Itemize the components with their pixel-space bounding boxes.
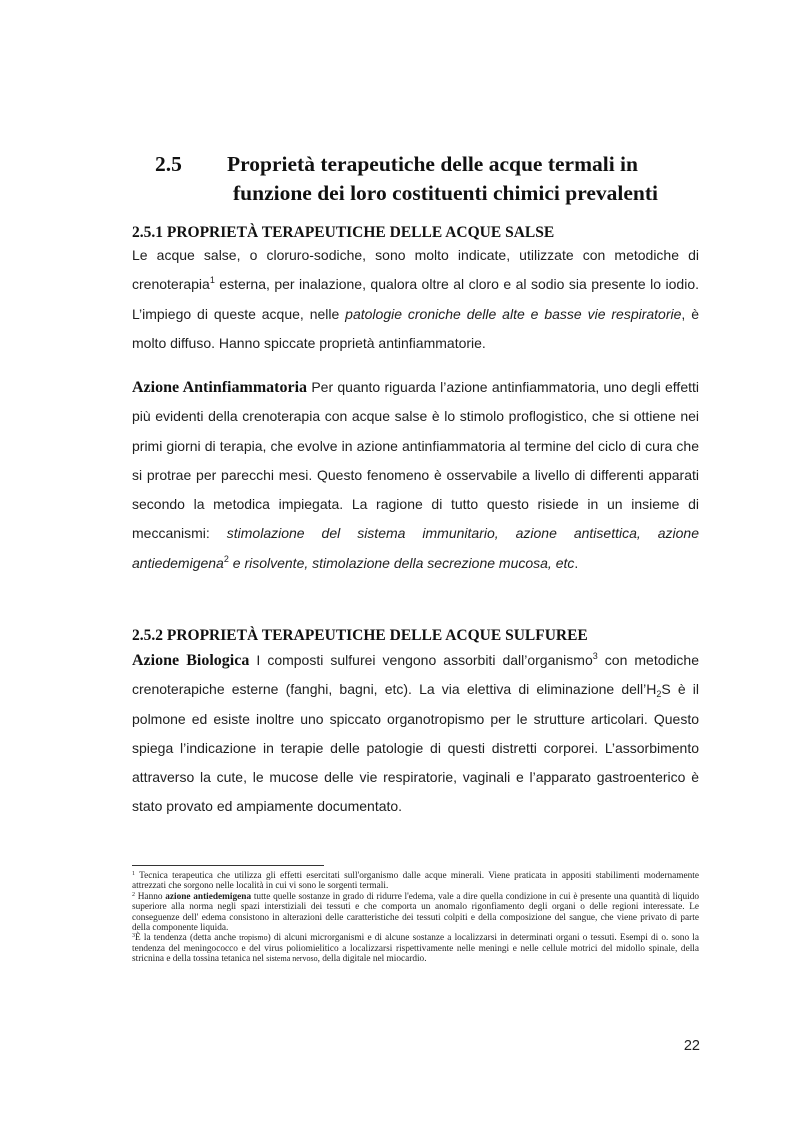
footnote-text: Tecnica terapeutica che utilizza gli effetti esercitati sull'organismo dalle acque minerali. Viene praticata in appositi stabilimenti modernamente attrezzati che sorgono nelle località in cui vi sono le sorgenti termali. <box>132 871 699 892</box>
footnote-small-term: sistema nervoso <box>266 954 318 964</box>
section-title-line1: Proprietà terapeutiche delle acque termali in <box>227 152 638 176</box>
paragraph-lead: Azione Biologica <box>132 652 250 669</box>
section-title-line2: funzione dei loro costituenti chimici prevalenti <box>233 181 658 205</box>
footnote-text: , della digitale nel miocardio. <box>317 954 427 965</box>
footnote-separator <box>132 865 324 866</box>
footnote-text: Hanno <box>135 891 166 902</box>
footnote-text: È la tendenza (detta anche <box>135 933 240 944</box>
section-title <box>227 150 707 208</box>
text: Le acque salse, o cloruro-sodiche, sono molto indicate, utilizzate con metodiche di crenoterapia <box>132 247 699 293</box>
text: , è molto diffuso. Hanno spiccate proprietà antinfiammatorie. <box>132 305 699 351</box>
italic-text: stimolazione del sistema immunitario, azione antisettica, azione antiedemigena <box>132 525 699 571</box>
footnote-ref-2[interactable]: 2 <box>223 553 229 564</box>
section-number: 2.5 <box>155 152 182 176</box>
paragraph-azione-biologica <box>132 646 699 822</box>
text: con metodiche crenoterapiche esterne (fanghi, bagni, etc). La via elettiva di eliminazione dell’H <box>132 652 699 698</box>
subscript: 2 <box>656 689 662 700</box>
text: esterna, per inalazione, qualora oltre al cloro e al sodio sia presente lo iodio. L’impiego di queste acque, nelle <box>132 276 699 322</box>
page-number: 22 <box>683 1038 700 1054</box>
italic-text: patologie croniche delle alte e basse vie respiratorie <box>345 305 682 322</box>
text: S è il polmone ed esiste inoltre uno spiccato organotropismo per le strutture articolari. Questo spiega l’indicazione in terapie delle patologie di questi distretti corporei. L’assorbimento attraverso la cute, le mucose delle vie respiratorie, vaginali e l’apparato gastroenterico è stato provato ed ampiamente documentato. <box>132 681 700 815</box>
italic-text: e risolvente, stimolazione della secrezione mucosa, etc <box>228 554 575 571</box>
footnote-number: 1 <box>132 871 135 877</box>
paragraph-lead: Azione Antinfiammatoria <box>132 379 308 396</box>
footnote-2 <box>132 892 699 934</box>
text: I composti sulfurei vengono assorbiti dall’organismo <box>249 652 593 668</box>
footnotes <box>132 871 699 965</box>
footnote-ref-3[interactable]: 3 <box>592 651 598 661</box>
footnote-number: 2 <box>132 891 135 898</box>
paragraph-azione-antinfiammatoria <box>132 373 699 578</box>
footnote-1 <box>132 871 699 892</box>
subsection-heading-salse: 2.5.1 PROPRIETÀ TERAPEUTICHE DELLE ACQUE SALSE <box>132 224 555 241</box>
footnote-3 <box>132 933 699 964</box>
footnote-text: tutte quelle sostanze in grado di ridurre l'edema, vale a dire quella condizione in cui è presente una quantità di liquido superiore alla norma negli spazi interstiziali dei tessuti e che comporta un anomalo rigonfiamento degli organi o delle regioni interessate. Le conseguenze dell' edema consistono in alterazioni delle caratteristiche dei tessuti colpiti e della composizione del sangue, che viene privato di parte della componente liquida. <box>132 891 699 934</box>
text: Per quanto riguarda l’azione antinfiammatoria, uno degli effetti più evidenti della crenoterapia con acque salse è lo stimolo proflogistico, che si ottiene nei primi giorni di terapia, che evolve in azione antinfiammatoria al termine del ciclo di cura che si protrae per parecchi mesi. Questo fenomeno è osservabile a livello di differenti apparati secondo la metodica impiegata. La ragione di tutto questo risiede in un insieme di meccanismi: <box>132 379 699 542</box>
subsection-heading-sulfuree: 2.5.2 PROPRIETÀ TERAPEUTICHE DELLE ACQUE SULFUREE <box>132 627 588 644</box>
footnote-bold-term: azione antiedemigena <box>165 891 252 902</box>
footnote-number: 3 <box>132 933 135 940</box>
text: . <box>574 554 579 571</box>
paragraph-salse-intro <box>132 241 699 358</box>
footnote-ref-1[interactable]: 1 <box>209 275 215 286</box>
footnote-text: ) di alcuni microrganismi e di alcune sostanze a localizzarsi in determinati organi o tessuti. Esempi di o. sono la tendenza del meningococco e del virus poliomielitico a localizzarsi rispettivamente nelle meningi e nelle cellule motrici del midollo spinale, della stricnina e della tossina tetanica nel <box>132 933 699 965</box>
footnote-small-term: tropismo <box>239 933 268 943</box>
